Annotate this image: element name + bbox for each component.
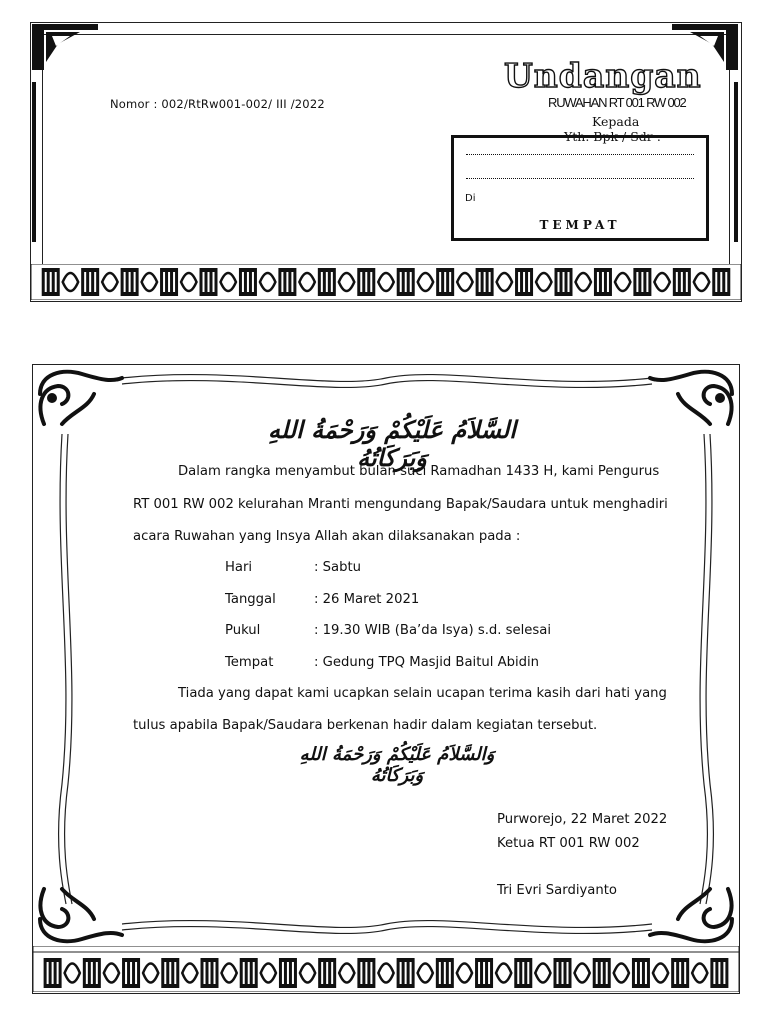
detail-label-pukul: Pukul: [225, 623, 261, 638]
band-column-groove: [57, 962, 59, 984]
envelope-letter-number: Nomor : 002/RtRw001-002/ III /2022: [110, 97, 325, 111]
band-column-groove: [563, 272, 565, 292]
band-column-groove: [715, 272, 717, 292]
band-column-groove: [522, 962, 524, 984]
band-column-groove: [331, 962, 333, 984]
envelope: [30, 22, 742, 302]
band-column-groove: [483, 962, 485, 984]
address-box: [451, 135, 709, 241]
band-column-groove: [567, 962, 569, 984]
band-column-groove: [365, 962, 367, 984]
detail-value-tempat: : Gedung TPQ Masjid Baitul Abidin: [314, 655, 540, 670]
signer-position: Ketua RT 001 RW 002: [497, 836, 640, 851]
band-column-groove: [528, 272, 530, 292]
band-column-groove: [640, 962, 642, 984]
band-column-groove: [400, 962, 402, 984]
band-column-groove: [479, 272, 481, 292]
band-column-groove: [248, 962, 250, 984]
band-column-groove: [681, 272, 683, 292]
band-column-groove: [601, 962, 603, 984]
band-column-groove: [679, 962, 681, 984]
band-column-groove: [282, 962, 284, 984]
envelope-right-bar: [734, 82, 738, 242]
band-column-groove: [91, 962, 93, 984]
envelope-subtitle: RUWAHAN RT 001 RW 002: [548, 95, 686, 110]
band-column-groove: [370, 272, 372, 292]
detail-value-pukul: : 19.30 WIB (Ba’da Isya) s.d. selesai: [314, 623, 552, 638]
band-column-groove: [635, 962, 637, 984]
salam-opening: السَّلاَمُ عَلَيْكُمْ وَرَحْمَةُ اللهِ وَبَرَكَاتُهُ: [268, 416, 516, 472]
address-line-2: [466, 178, 694, 179]
band-column-groove: [321, 962, 323, 984]
band-column-groove: [163, 272, 165, 292]
band-column-groove: [45, 272, 47, 292]
band-column-groove: [286, 272, 288, 292]
band-column-groove: [405, 962, 407, 984]
band-column-groove: [96, 962, 98, 984]
band-column-groove: [281, 272, 283, 292]
corner-ornament-top-left: [30, 22, 100, 72]
band-column-groove: [641, 272, 643, 292]
band-column-groove: [645, 962, 647, 984]
band-column-groove: [602, 272, 604, 292]
band-column-groove: [291, 272, 293, 292]
band-column-groove: [489, 272, 491, 292]
card-bottom-ornament-band: [33, 946, 739, 992]
invitation-card: [32, 364, 740, 994]
detail-label-tanggal: Tanggal: [225, 592, 276, 607]
paragraph-2-line-1: Tiada yang dapat kami ucapkan selain ucapan terima kasih dari hati yang: [178, 686, 667, 701]
signer-name: Tri Evri Sardiyanto: [497, 883, 617, 898]
band-column-groove: [410, 962, 412, 984]
band-column-groove: [209, 962, 211, 984]
band-column-groove: [527, 962, 529, 984]
scroll-bottom-right: [650, 889, 732, 941]
band-column-groove: [365, 272, 367, 292]
band-column-groove: [439, 272, 441, 292]
band-column-groove: [292, 962, 294, 984]
band-column-groove: [208, 272, 210, 292]
band-column-groove: [557, 962, 559, 984]
band-column-groove: [84, 272, 86, 292]
band-column-groove: [173, 272, 175, 292]
band-column-groove: [439, 962, 441, 984]
detail-label-tempat: Tempat: [225, 655, 274, 670]
band-column-groove: [247, 272, 249, 292]
band-column-groove: [124, 272, 126, 292]
band-column-groove: [676, 272, 678, 292]
address-di: Di: [465, 193, 476, 204]
band-column-groove: [287, 962, 289, 984]
band-column-groove: [129, 272, 131, 292]
band-column-groove: [646, 272, 648, 292]
band-column-groove: [169, 962, 171, 984]
band-column-groove: [164, 962, 166, 984]
band-column-groove: [204, 962, 206, 984]
band-column-groove: [713, 962, 715, 984]
band-column-groove: [636, 272, 638, 292]
band-column-groove: [86, 962, 88, 984]
envelope-left-bar: [32, 82, 36, 242]
band-column-groove: [243, 962, 245, 984]
band-column-groove: [326, 962, 328, 984]
scroll-bottom-left: [40, 889, 122, 941]
band-column-groove: [174, 962, 176, 984]
band-column-groove: [449, 272, 451, 292]
address-line-1: [466, 154, 694, 155]
band-column-groove: [52, 962, 54, 984]
band-column-groove: [213, 272, 215, 292]
band-column-groove: [484, 272, 486, 292]
band-column-groove: [331, 272, 333, 292]
band-column-groove: [89, 272, 91, 292]
band-column-groove: [449, 962, 451, 984]
band-column-groove: [252, 272, 254, 292]
band-column-groove: [360, 272, 362, 292]
band-column-groove: [478, 962, 480, 984]
band-column-groove: [607, 272, 609, 292]
band-column-groove: [444, 272, 446, 292]
band-column-groove: [562, 962, 564, 984]
band-column-groove: [518, 272, 520, 292]
band-column-groove: [718, 962, 720, 984]
band-column-groove: [725, 272, 727, 292]
band-column-groove: [517, 962, 519, 984]
band-column-groove: [242, 272, 244, 292]
band-column-groove: [125, 962, 127, 984]
band-column-groove: [214, 962, 216, 984]
envelope-title: Undangan: [504, 56, 702, 95]
band-column-groove: [55, 272, 57, 292]
band-column-groove: [360, 962, 362, 984]
band-column-groove: [720, 272, 722, 292]
scroll-top-left: [40, 372, 122, 424]
band-column-groove: [597, 272, 599, 292]
band-column-groove: [50, 272, 52, 292]
band-column-groove: [444, 962, 446, 984]
band-column-groove: [253, 962, 255, 984]
band-column-groove: [134, 272, 136, 292]
detail-value-hari: : Sabtu: [314, 560, 361, 575]
envelope-recipient-label: Yth. Bpk / Sdr :: [564, 129, 661, 144]
address-tempat: TEMPAT: [539, 218, 621, 232]
salam-closing: وَالسَّلاَمُ عَلَيْكُمْ وَرَحْمَةُ اللهِ وَبَرَكَاتُهُ: [299, 744, 495, 786]
scroll-top-right: [650, 372, 732, 424]
band-column-groove: [410, 272, 412, 292]
band-column-groove: [405, 272, 407, 292]
paragraph-1-line-3: acara Ruwahan yang Insya Allah akan dilaksanakan pada :: [133, 529, 521, 544]
band-column-groove: [523, 272, 525, 292]
band-column-groove: [488, 962, 490, 984]
band-column-groove: [135, 962, 137, 984]
band-column-groove: [326, 272, 328, 292]
band-column-groove: [606, 962, 608, 984]
band-column-groove: [684, 962, 686, 984]
band-column-groove: [400, 272, 402, 292]
band-column-groove: [130, 962, 132, 984]
band-column-groove: [94, 272, 96, 292]
band-column-groove: [674, 962, 676, 984]
paragraph-2-line-2: tulus apabila Bapak/Saudara berkenan hadir dalam kegiatan tersebut.: [133, 718, 598, 733]
band-column-groove: [568, 272, 570, 292]
band-column-groove: [723, 962, 725, 984]
band-column-groove: [596, 962, 598, 984]
band-column-groove: [558, 272, 560, 292]
band-column-groove: [47, 962, 49, 984]
band-column-groove: [686, 272, 688, 292]
paragraph-1-line-2: RT 001 RW 002 kelurahan Mranti mengundang Bapak/Saudara untuk menghadiri: [133, 497, 668, 512]
band-column-groove: [370, 962, 372, 984]
paragraph-1-line-1: Dalam rangka menyambut bulan suci Ramadhan 1433 H, kami Pengurus: [178, 464, 660, 479]
place-date: Purworejo, 22 Maret 2022: [497, 812, 668, 827]
envelope-kepada: Kepada: [592, 114, 640, 129]
band-column-groove: [203, 272, 205, 292]
band-column-groove: [168, 272, 170, 292]
band-column-groove: [321, 272, 323, 292]
envelope-bottom-ornament-band: [31, 264, 741, 300]
detail-label-hari: Hari: [225, 560, 253, 575]
detail-value-tanggal: : 26 Maret 2021: [314, 592, 420, 607]
